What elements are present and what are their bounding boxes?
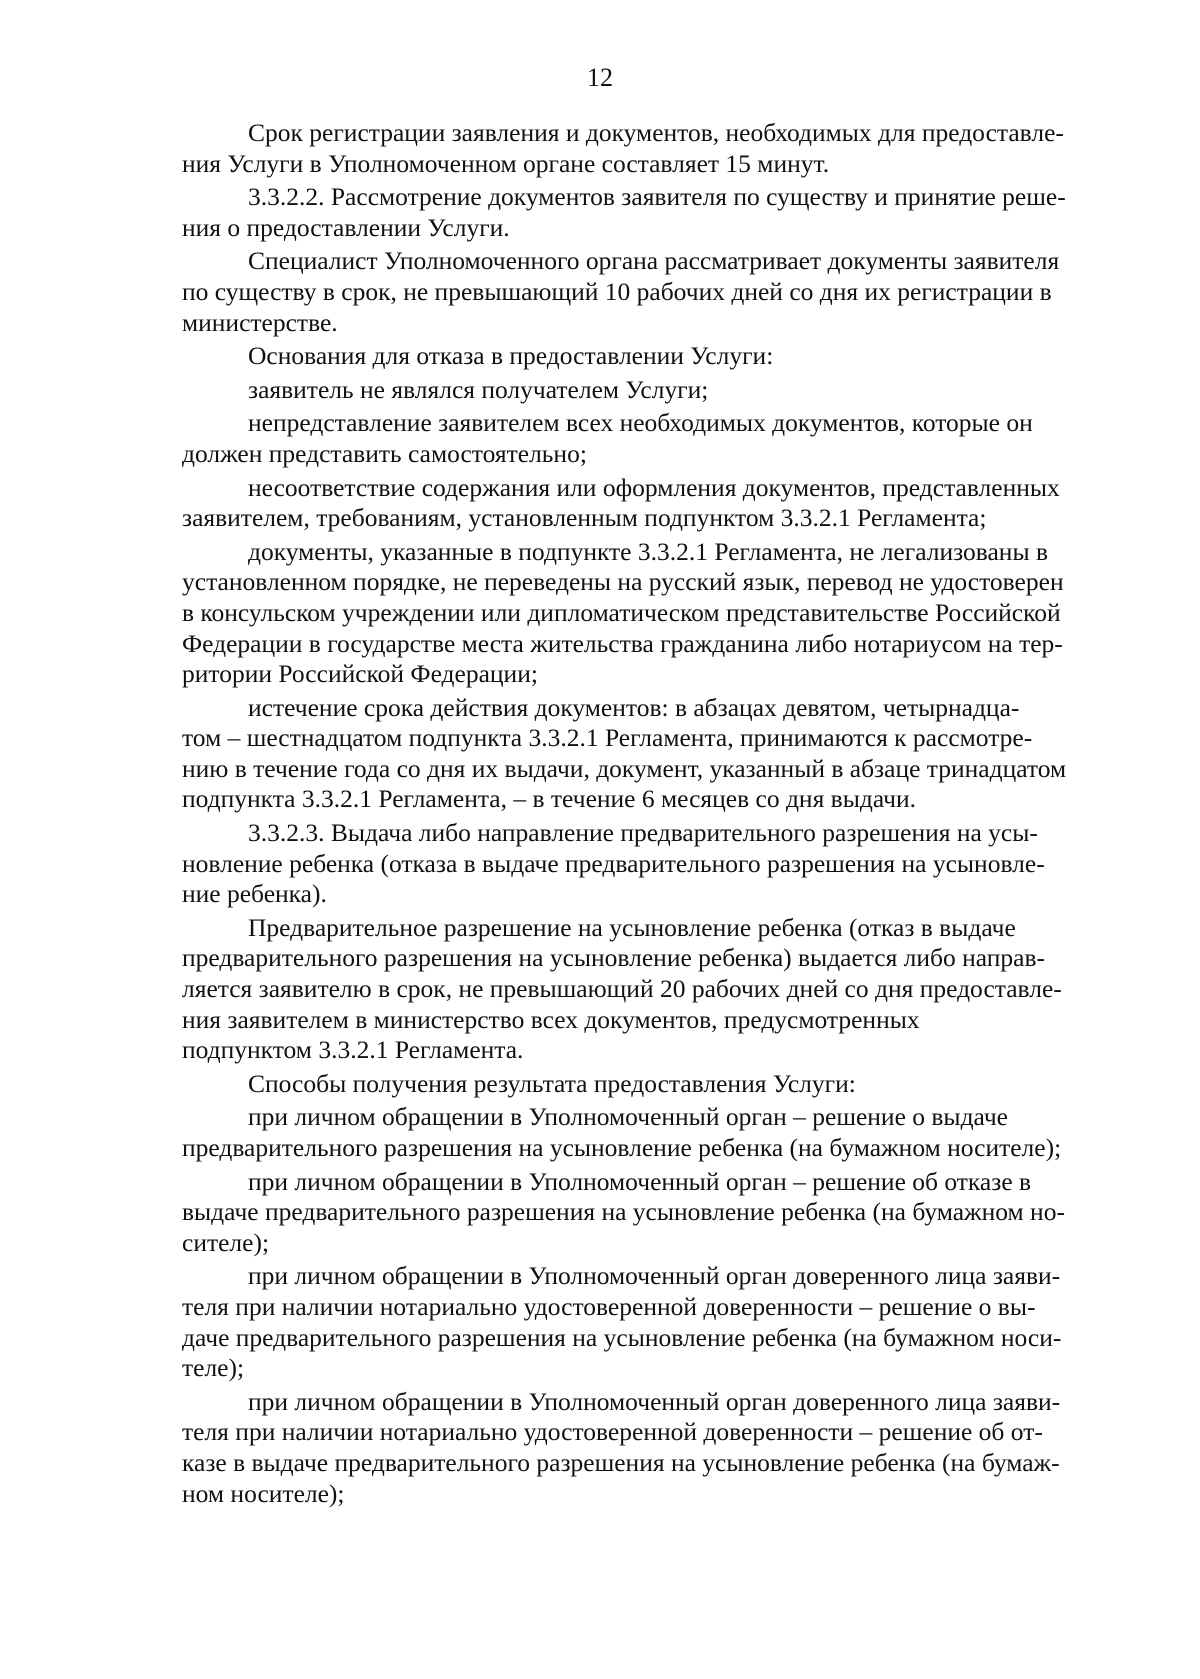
paragraph-refusal-ground-4: документы, указанные в подпункте 3.3.2.1 Регламента, не легализованы в установленном порядке, не переведены на русский язык, перевод не удостоверен в консульском учреждении или дипломатическом представительстве Российской Федерации в государстве места жительства гражданина либо нотариусом на тер- ритории Российской Федерации; — [182, 536, 1064, 689]
paragraph-refusal-ground-2: непредставление заявителем всех необходимых документов, которые он должен представить самостоятельно; — [182, 408, 1033, 468]
paragraph-result-method-3: при личном обращении в Уполномоченный орган доверенного лица заяви- теля при наличии нотариально удостоверенной доверенности – решение о вы- даче предварительного разрешения на усыновление ребенка (на бумажном носи- теле); — [182, 1261, 1062, 1383]
paragraph-refusal-grounds-heading: Основания для отказа в предоставлении Услуги: — [248, 341, 774, 371]
paragraph-issue-term: Предварительное разрешение на усыновление ребенка (отказ в выдаче предварительного разрешения на усыновление ребенка) выдается либо направ- ляется заявителю в срок, не превышающий 20 рабочих дней со дня предоставле- ния заявителем в министерство всех документов, предусмотренных подпунктом 3.3.2.1 Регламента. — [182, 912, 1062, 1065]
page-number: 12 — [587, 63, 613, 92]
paragraph-refusal-ground-1: заявитель не являлся получателем Услуги; — [248, 374, 709, 404]
paragraph-refusal-ground-5: истечение срока действия документов: в абзацах девятом, четырнадца- том – шестнадцатом подпункта 3.3.2.1 Регламента, принимаются к рассмотре- нию в течение года со дня их выдачи, документ, указанный в абзаце тринадцатом подпункта 3.3.2.1 Регламента, – в течение 6 месяцев со дня выдачи. — [182, 692, 1067, 814]
paragraph-result-methods-heading: Способы получения результата предоставления Услуги: — [248, 1068, 856, 1098]
paragraph-section-3-3-2-3: 3.3.2.3. Выдача либо направление предварительного разрешения на усы- новление ребенка (отказа в выдаче предварительного разрешения на усыновле- ние ребенка). — [182, 818, 1045, 909]
paragraph-registration-time: Срок регистрации заявления и документов, необходимых для предоставле- ния Услуги в Уполномоченном органе составляет 15 минут. — [182, 118, 1064, 178]
document-body — [182, 118, 1114, 1512]
paragraph-refusal-ground-3: несоответствие содержания или оформления документов, представленных заявителем, требованиям, установленным подпунктом 3.3.2.1 Регламента; — [182, 472, 1060, 533]
paragraph-result-method-1: при личном обращении в Уполномоченный орган – решение о выдаче предварительного разрешения на усыновление ребенка (на бумажном носителе); — [182, 1102, 1062, 1162]
paragraph-section-3-3-2-2: 3.3.2.2. Рассмотрение документов заявителя по существу и принятие реше- ния о предоставлении Услуги. — [182, 182, 1066, 242]
paragraph-review-term: Специалист Уполномоченного органа рассматривает документы заявителя по существу в срок, не превышающий 10 рабочих дней со дня их регистрации в министерстве. — [182, 246, 1060, 337]
paragraph-result-method-2: при личном обращении в Уполномоченный орган – решение об отказе в выдаче предварительного разрешения на усыновление ребенка (на бумажном но- сителе); — [182, 1166, 1065, 1257]
paragraph-result-method-4: при личном обращении в Уполномоченный орган доверенного лица заяви- теля при наличии нотариально удостоверенной доверенности – решение об от- казе в выдаче предварительного разрешения на усыновление ребенка (на бумаж- ном носителе); — [182, 1386, 1061, 1508]
